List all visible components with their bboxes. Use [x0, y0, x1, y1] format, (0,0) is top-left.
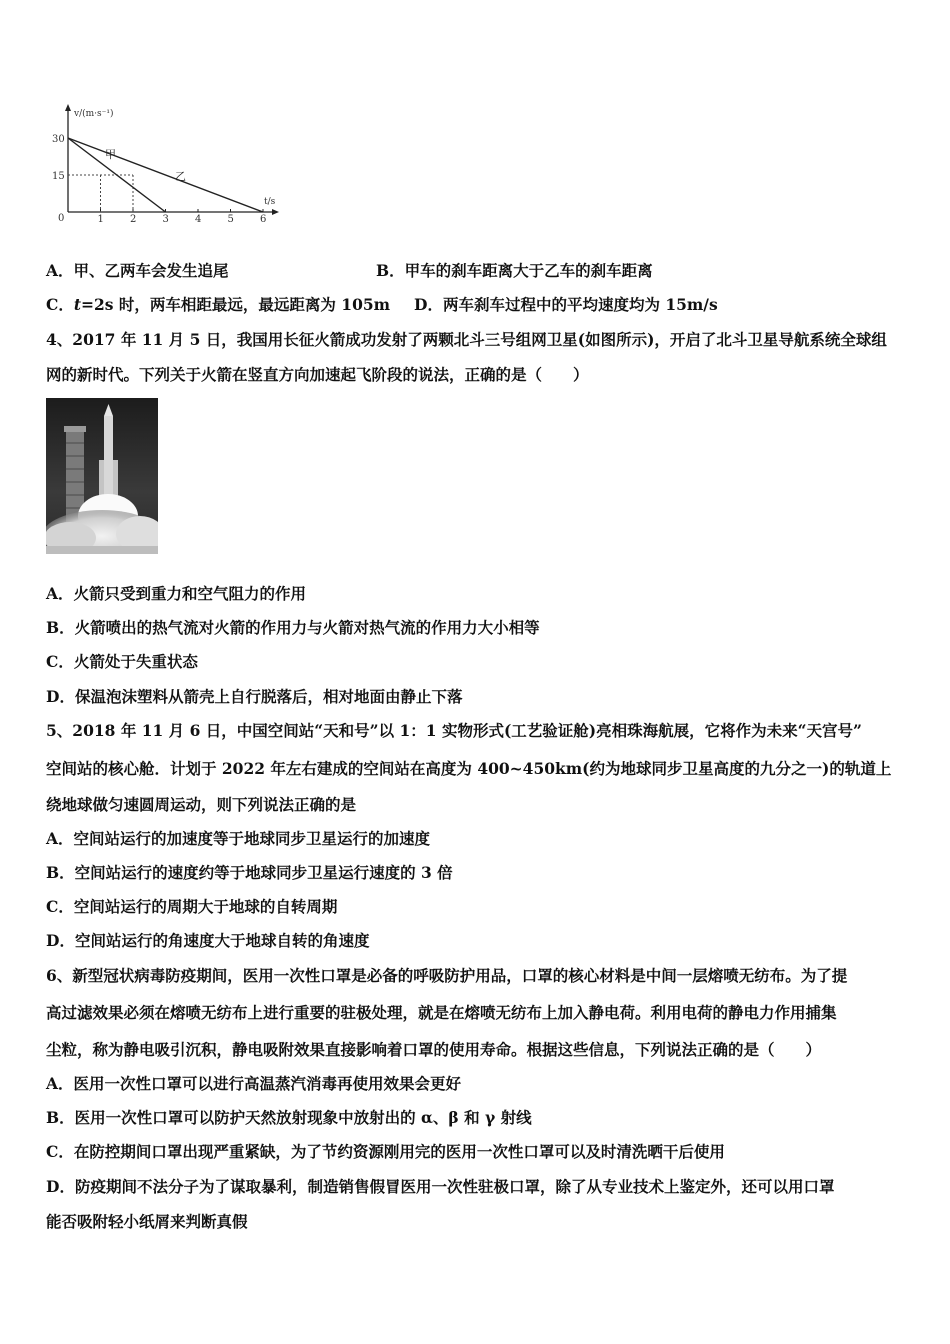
q3-option-c-var: t: [73, 295, 82, 314]
q4-option-c: C．火箭处于失重状态: [46, 652, 198, 671]
series-line-jia: [68, 138, 166, 212]
q5-option-d: D．空间站运行的角速度大于地球自转的角速度: [46, 931, 370, 950]
x-tick-label-6: 6: [260, 214, 267, 222]
q6-option-b: B．医用一次性口罩可以防护天然放射现象中放射出的 α、β 和 γ 射线: [46, 1108, 532, 1127]
x-tick-label-4: 4: [195, 214, 202, 222]
q3-option-b: B．甲车的刹车距离大于乙车的刹车距离: [376, 261, 653, 280]
q6-stem-line-3: 尘粒，称为静电吸引沉积，静电吸附效果直接影响着口罩的使用寿命。根据这些信息，下列说法正确的是（ ）: [46, 1040, 822, 1059]
q4-stem-line-2: 网的新时代。下列关于火箭在竖直方向加速起飞阶段的说法，正确的是（ ）: [46, 365, 589, 384]
q3-option-c-prefix: C．: [46, 295, 74, 314]
q5-stem-line-1: 5、2018 年 11 月 6 日，中国空间站“天和号”以 1：1 实物形式(工艺验证舱)亮相珠海航展，它将作为未来“天宫号”: [46, 721, 862, 740]
x-axis-arrow: [272, 209, 279, 215]
q5-option-c: C．空间站运行的周期大于地球的自转周期: [46, 897, 338, 916]
q3-option-d: D．两车刹车过程中的平均速度均为 15m/s: [414, 295, 718, 314]
q5-stem-line-3: 绕地球做匀速圆周运动，则下列说法正确的是: [46, 795, 357, 814]
q5-stem-line-2: 空间站的核心舱．计划于 2022 年左右建成的空间站在高度为 400~450km(约为地球同步卫星高度的九分之一)的轨道上: [46, 759, 892, 778]
q3-option-c-rest: =2s 时，两车相距最远，最远距离为 105m: [81, 295, 391, 314]
y-tick-label-15: 15: [52, 171, 65, 182]
q5-option-a: A．空间站运行的加速度等于地球同步卫星运行的加速度: [46, 829, 431, 848]
q3-option-c: [46, 294, 390, 316]
q6-stem-line-2: 高过滤效果必须在熔喷无纺布上进行重要的驻极处理，就是在熔喷无纺布上加入静电荷。利用电荷的静电力作用捕集: [46, 1003, 837, 1022]
q6-option-a: A．医用一次性口罩可以进行高温蒸汽消毒再使用效果会更好: [46, 1074, 462, 1093]
q4-stem-line-1: 4、2017 年 11 月 5 日，我国用长征火箭成功发射了两颗北斗三号组网卫星(如图所示)，开启了北斗卫星导航系统全球组: [46, 330, 887, 349]
q4-option-a: A．火箭只受到重力和空气阻力的作用: [46, 584, 307, 603]
rocket-body: [104, 416, 113, 504]
y-axis-arrow: [65, 104, 71, 111]
x-tick-label-2: 2: [130, 214, 137, 222]
q6-option-d-line-1: D．防疫期间不法分子为了谋取暴利，制造销售假冒医用一次性驻极口罩，除了从专业技术上鉴定外，还可以用口罩: [46, 1177, 835, 1196]
q6-option-c: C．在防控期间口罩出现严重紧缺，为了节约资源刚用完的医用一次性口罩可以及时清洗晒干后使用: [46, 1142, 725, 1161]
x-tick-label-1: 1: [97, 214, 104, 222]
y-axis-label: v/(m·s⁻¹): [74, 109, 114, 119]
x-tick-label-5: 5: [227, 214, 234, 222]
x-axis-label: t/s: [264, 197, 276, 207]
rocket-launch-photo: [46, 398, 158, 554]
q3-option-a: A．甲、乙两车会发生追尾: [46, 261, 229, 280]
series-label-jia: 甲: [105, 148, 116, 161]
origin-label: 0: [58, 213, 65, 222]
q4-option-d: D．保温泡沫塑料从箭壳上自行脱落后，相对地面由静止下落: [46, 687, 463, 706]
velocity-time-graph: [50, 100, 280, 222]
series-label-yi: 乙: [175, 170, 186, 183]
q4-option-b: B．火箭喷出的热气流对火箭的作用力与火箭对热气流的作用力大小相等: [46, 618, 540, 637]
q6-option-d-line-2: 能否吸附轻小纸屑来判断真假: [46, 1212, 248, 1231]
y-tick-label-30: 30: [52, 134, 65, 145]
q5-option-b: B．空间站运行的速度约等于地球同步卫星运行速度的 3 倍: [46, 863, 453, 882]
x-tick-label-3: 3: [162, 214, 169, 222]
q6-stem-line-1: 6、新型冠状病毒防疫期间，医用一次性口罩是必备的呼吸防护用品，口罩的核心材料是中间一层熔喷无纺布。为了提: [46, 966, 848, 985]
